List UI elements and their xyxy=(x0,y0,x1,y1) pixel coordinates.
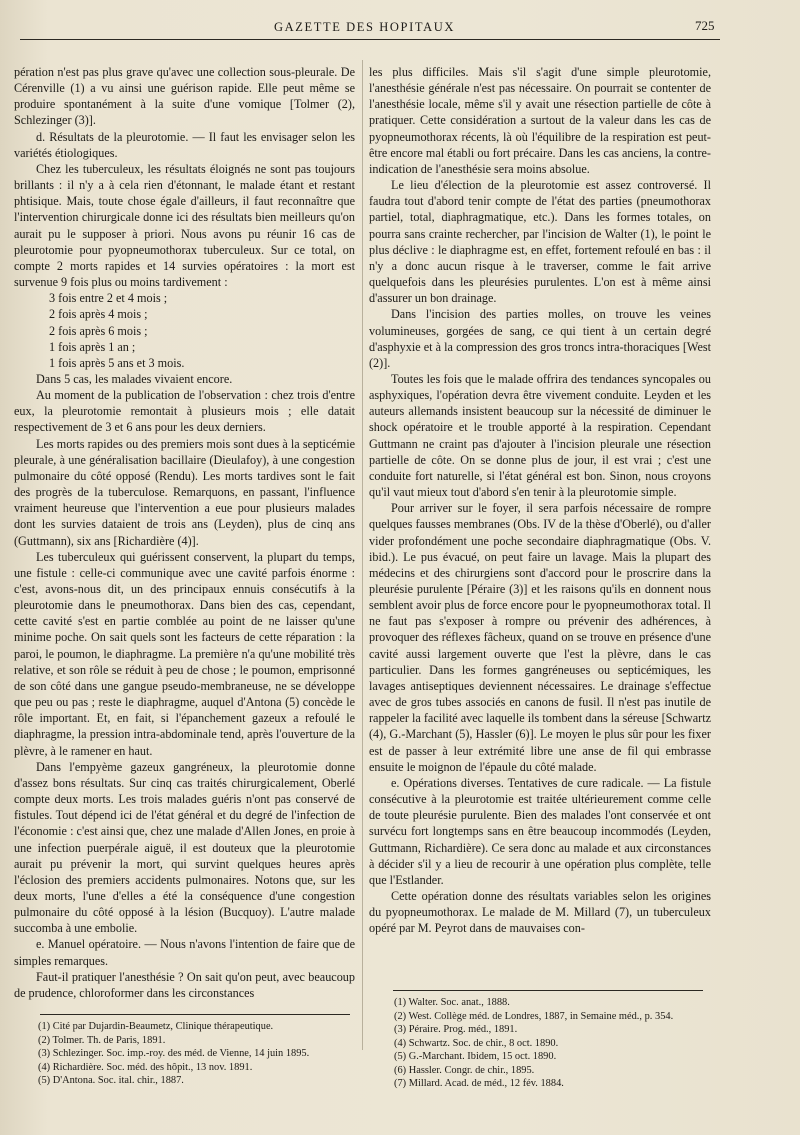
footnote: (1) Walter. Soc. anat., 1888. xyxy=(394,997,510,1008)
footnote: (5) D'Antona. Soc. ital. chir., 1887. xyxy=(38,1075,184,1086)
footnote: (3) Péraire. Prog. méd., 1891. xyxy=(394,1024,518,1035)
section-heading-results: d. Résultats de la pleurotomie. — Il faut les envisager selon les variétés étiologiques. xyxy=(14,129,355,160)
paragraph: Chez les tuberculeux, les résultats éloignés ne sont pas toujours brillants : il n'y a à cela rien d'étonnant, le malade étant et restant phtisique. Mais, toute chose égale d'ailleurs, il faut reconnaître que l'intervention chirurgicale donne ici des résultats bien meilleurs qu'on aurait pu le supposer à priori. Nous avons pu réunir 16 cas de pleurotomie pour pyopneumothorax tuberculeux. Sur ce total, on compte 2 morts rapides et 14 survies opératoires : la mort est survenue 9 fois plus ou moins tardivement : xyxy=(14,161,355,290)
paragraph: Dans l'empyème gazeux gangréneux, la pleurotomie donne d'assez bons résultats. Sur cinq cas traités chirurgicalement, Oberlé compte deux morts. Les trois malades guéris n'ont pas conservé de fistules. Tout dépend ici de l'état général et du degré de l'infection de l'économie : c'est ainsi que, chez une malade d'Allen Jones, en proie à une infection puerpérale aiguë, il est douteux que la pleurotomie aurait pu prévenir la mort, qui survint quelques heures après l'éclosion des premiers accidents pulmonaires. Notons que, sur les deux morts, l'une d'elles a été la conséquence d'une congestion pulmonaire du côté opposé à la lésion (Bucquoy). L'autre malade succomba à une embolie. xyxy=(14,759,355,936)
paragraph: pération n'est pas plus grave qu'avec une collection sous-pleurale. De Cérenville (1) a vu ainsi une guérison rapide. Elle peut même se produire spontanément à la suite d'une vomique [Tolmer (2), Schlezinger (3)]. xyxy=(14,65,355,128)
paragraph: Pour arriver sur le foyer, il sera parfois nécessaire de rompre quelques fausses membranes (Obs. IV de la thèse d'Oberlé), ou d'aller vider profondément une poche secondaire diaphragmatique (Obs. V. ibid.). Le pus évacué, on peut faire un lavage. Mais la plupart des médecins et des chirurgiens sont d'accord pour le proscrire dans la pleurésie purulente [Péraire (3)] et les raisons qu'ils en donnent nous semblent avoir plus de force encore pour le pyopneumothorax total. Il ne faut pas s'exposer à rompre ou prévenir des adhérences, à provoquer des réflexes fâcheux, quand on se trouve en présence d'une cavité aussi largement ouverte que l'est la plèvre, dans le cas particulier. Dans les formes gangréneuses ou septicémiques, les lavages antiseptiques deviennent nécessaires. Le drainage s'effectue avec de gros tubes associés en canons de fusil. Il n'est pas inutile de rappeler la facilité avec laquelle ils tombent dans la séreuse [Schwartz (4), G.-Marchant (5), Hassler (6)]. Le moyen le plus sûr pour les fixer est de passer à leur extrémité libre une anse de fil qui embrasse ensuite le moignon de l'épaule du côté malade. xyxy=(369,501,711,774)
paragraph: Les morts rapides ou des premiers mois sont dues à la septicémie pleurale, à une généralisation bacillaire (Dieulafoy), à une congestion pulmonaire du côté opposé (Rendu). Les morts tardives sont le fait des progrès de la tuberculose. Remarquons, en passant, l'influence vraiment heureuse que l'intervention a eue pour plusieurs malades dont les survies dataient de trois ans (Leyden), plus de cinq ans (Guttmann), six ans [Richardière (4)]. xyxy=(14,436,355,548)
footnote-rule-right xyxy=(393,990,703,991)
column-divider xyxy=(362,60,363,1050)
journal-title: GAZETTE DES HOPITAUX xyxy=(274,20,455,34)
list-item: 1 fois après 1 an ; xyxy=(49,339,136,354)
paragraph: Dans 5 cas, les malades vivaient encore. xyxy=(36,371,233,386)
footnote: (6) Hassler. Congr. de chir., 1895. xyxy=(394,1064,535,1076)
mortality-list xyxy=(14,290,355,371)
paragraph: les plus difficiles. Mais s'il s'agit d'une simple pleurotomie, l'anesthésie générale n'est pas nécessaire. On pourrait se contenter de l'anesthésie locale, même s'il y avait une résection partielle de côte à pratiquer. Cette considération a surtout de la valeur dans les cas de pyopneumothorax récents, là où l'équilibre de la respiration est peut-être encore mal établi ou fort précaire. Dans les cas anciens, la contre-indication de l'anesthésie sera moins absolue. xyxy=(369,65,711,176)
footnotes-left xyxy=(38,1020,358,1088)
paragraph: Les tuberculeux qui guérissent conservent, la plupart du temps, une fistule : celle-ci communique avec une cavité parfois énorme : c'est, avons-nous dit, un des principaux ennuis consécutifs à la pleurotomie dans le pneumothorax. Dans bien des cas, cependant, cette cavité s'est en partie comblée au point de ne laisser qu'une minime poche. On sait quels sont les facteurs de cette réparation : la paroi, le poumon, le diaphragme. La première n'a qu'une mobilité très relative, et son rôle se réduit à peu de chose ; le poumon, emprisonné de son côté dans une gangue pseudo-membraneuse, ne se développe que peu ou pas ; reste le diaphragme, auquel d'Antona (5) concède le rôle important. Et, en fait, si l'épanchement gazeux a refoulé le diaphragme, la pression intra-abdominale tend, après l'ouverture de la plèvre, à le ramener en haut. xyxy=(14,549,355,758)
paragraph: Cette opération donne des résultats variables selon les origines du pyopneumothorax. Le malade de M. Millard (7), un tuberculeux opéré par M. Peyrot dans de mauvaises con- xyxy=(369,888,711,936)
footnote: (4) Schwartz. Soc. de chir., 8 oct. 1890. xyxy=(394,1037,559,1049)
footnote: (2) Tolmer. Th. de Paris, 1891. xyxy=(38,1034,166,1046)
footnote: (2) West. Collège méd. de Londres, 1887, in Semaine méd., p. 354. xyxy=(394,1010,674,1022)
footnotes-right xyxy=(394,996,714,1091)
footnote: (5) G.-Marchant. Ibidem, 15 oct. 1890. xyxy=(394,1051,557,1062)
paragraph: Au moment de la publication de l'observation : chez trois d'entre eux, la pleurotomie remontait à plusieurs mois ; elle datait respectivement de 3 et 6 ans pour les deux derniers. xyxy=(14,388,355,435)
header-rule xyxy=(20,39,720,40)
section-heading-manuel: e. Manuel opératoire. — Nous n'avons l'intention de faire que de simples remarques. xyxy=(14,937,355,968)
running-header xyxy=(12,18,715,42)
page-number: 725 xyxy=(695,18,715,33)
paragraph: Toutes les fois que le malade offrira des tendances syncopales ou asphyxiques, l'opération devra être vivement conduite. Leyden et les auteurs allemands insistent beaucoup sur la nécessité de diminuer le shock opératoire et le trouble apporté à la respiration. Cependant Guttmann ne craint pas d'ajouter à l'incision pleurale une résection partielle de côte. On se donne plus de jour, il est vrai ; c'est une conduite fort naturelle, si l'état général est bon. Sinon, nous croyons qu'il vaut mieux tout d'abord s'en tenir à la pleurotomie simple. xyxy=(369,371,711,500)
footnote-rule-left xyxy=(40,1014,350,1015)
list-item: 2 fois après 4 mois ; xyxy=(49,307,148,322)
left-column xyxy=(14,64,355,1001)
footnote: (4) Richardière. Soc. méd. des hôpit., 13 nov. 1891. xyxy=(38,1061,253,1073)
paragraph: Dans l'incision des parties molles, on trouve les veines volumineuses, gorgées de sang, ce qui tient à un certain degré d'asphyxie et à la compression des gros troncs intra-thoraciques [West (2)]. xyxy=(369,307,711,370)
list-item: 3 fois entre 2 et 4 mois ; xyxy=(49,291,168,306)
paragraph: Le lieu d'élection de la pleurotomie est assez controversé. Il faudra tout d'abord tenir compte de l'état des parties (pneumothorax partiel, total, diaphragmatique, etc.). Dans les formes totales, on pourra sans crainte rechercher, par l'incision de Walter (1), le point le plus déclive : le diaphragme est, en effet, fortement refoulé en bas : il n'y a donc aucun risque à le traverser, comme le fait arrive quelquefois dans les pleurésies purulentes. L'on est à même ainsi d'assurer un bon drainage. xyxy=(369,178,711,306)
footnote: (7) Millard. Acad. de méd., 12 fév. 1884. xyxy=(394,1078,564,1089)
list-item: 2 fois après 6 mois ; xyxy=(49,323,148,338)
list-item: 1 fois après 5 ans et 3 mois. xyxy=(49,355,185,370)
paragraph: Faut-il pratiquer l'anesthésie ? On sait qu'on peut, avec beaucoup de prudence, chloroformer dans les circonstances xyxy=(14,969,355,1000)
section-heading-operations: e. Opérations diverses. Tentatives de cure radicale. — La fistule consécutive à la pleurotomie est traitée ultérieurement comme celle de toute pleurésie purulente. Bien des malades l'ont conservée et ont survécu fort longtemps sans en être beaucoup incommodés (Leyden, Guttmann, Richardière). Ce sera donc au malade et aux circonstances à décider s'il y a lieu de recourir à une opération plus complète, telle que l'Estlander. xyxy=(369,775,711,887)
footnote: (3) Schlezinger. Soc. imp.-roy. des méd. de Vienne, 14 juin 1895. xyxy=(38,1048,310,1059)
right-column xyxy=(369,64,711,936)
footnote: (1) Cité par Dujardin-Beaumetz, Clinique thérapeutique. xyxy=(38,1021,274,1032)
